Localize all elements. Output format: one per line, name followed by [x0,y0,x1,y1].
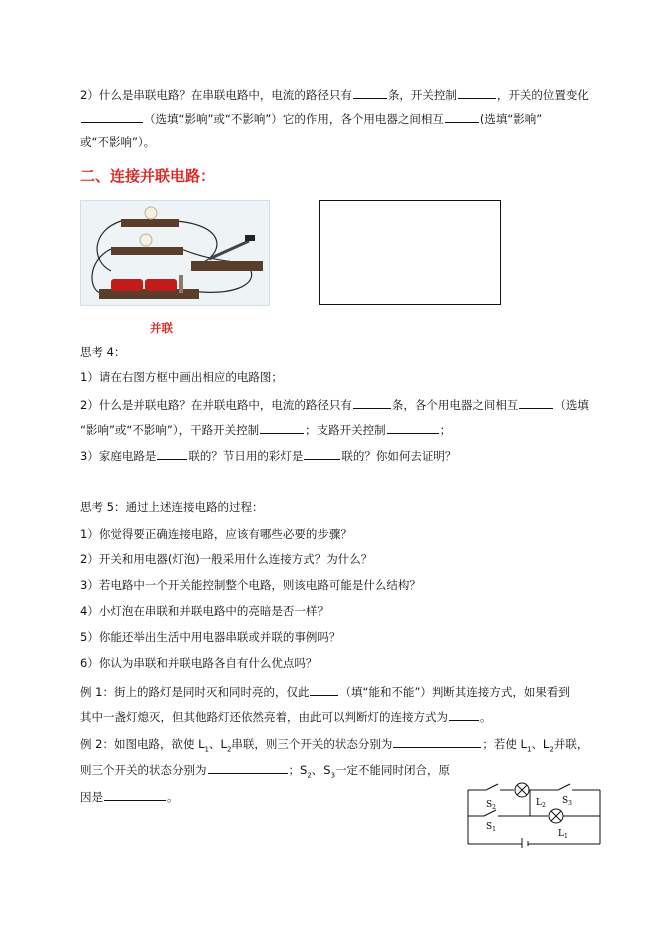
think5-item-3: 3）若电路中一个开关能控制整个电路，则该电路可能是什么结构？ [80,578,421,592]
blank[interactable] [304,447,340,460]
text: （选填“影响”或“不影响”）它的作用，各个用电器之间相互 [144,112,444,126]
think5-item-1: 1）你觉得要正确连接电路，应该有哪些必要的步骤？ [80,527,352,541]
label-s3: $S_3$ [562,796,572,807]
parallel-circuit-photo [80,200,270,306]
blank[interactable] [104,788,166,801]
example2-line1 [80,735,588,757]
label-s2: $S_2$ [486,800,496,811]
text: 、L [209,737,227,751]
text: ；支路开关控制 [305,423,386,437]
text: 联的？节日用的彩灯是 [188,449,304,463]
example2-line2 [80,761,450,783]
q2-line3: 或“不影响”）。 [80,135,156,149]
think5-item-6: 6）你认为串联和并联电路各自有什么优点吗？ [80,656,318,670]
text: 例 1：街上的路灯是同时灭和同时亮的，仅此 [80,685,310,699]
text: “影响”或“不影响”），干路开关控制 [80,423,260,437]
text: (选填“影响” [479,112,543,126]
example2-circuit-diagram [466,782,602,848]
blank[interactable] [157,447,187,460]
text: ，开关的位置变化 [496,88,589,102]
text: 条，开关控制 [387,88,457,102]
text: ；若使 L [482,737,527,751]
text: （选填 [554,398,589,412]
blank[interactable] [353,86,387,99]
example1-line1 [80,683,570,700]
text: 一定不能同时闭合，原 [335,763,451,777]
blank[interactable] [81,110,143,123]
drawing-answer-box[interactable] [319,200,501,305]
think4-title: 思考 4： [80,345,126,359]
subscript: 1 [204,745,210,754]
text: 2）什么是串联电路？在串联电路中，电流的路径只有 [80,88,352,102]
think5-item-2: 2）开关和用电器(灯泡)一般采用什么连接方式？为什么？ [80,552,373,566]
text: 条，各个用电器之间相互 [391,398,519,412]
text: 因是 [80,790,103,804]
subscript: 1 [526,745,532,754]
think4-line1: 1）请在右图方框中画出相应的电路图； [80,370,283,384]
blank[interactable] [387,421,439,434]
think5-title: 思考 5：通过上述连接电路的过程： [80,500,264,514]
text: 、L [531,737,550,751]
example1-line2 [80,708,492,725]
think4-line4 [80,447,456,464]
text: 例 2：如图电路，欲使 L [80,737,205,751]
circuit-photo-drawing [81,201,269,305]
blank[interactable] [310,683,338,696]
blank[interactable] [353,396,391,409]
text: ； [439,423,452,437]
text: 联的？你如何去证明？ [341,449,457,463]
text: 2）什么是并联电路？在并联电路中，电流的路径只有 [80,398,352,412]
label-l2: $L_2$ [536,798,546,809]
text: （填“能和不能”）判断其连接方式，如果看到 [339,685,570,699]
text: 。 [480,710,492,724]
text: 并联， [553,737,589,751]
figure-caption: 并联 [150,321,173,335]
subscript: 2 [226,745,232,754]
blank[interactable] [260,421,304,434]
section-heading: 二、连接并联电路： [80,167,216,185]
subscript: 2 [549,745,554,754]
text: 。 [167,790,179,804]
q2-line1 [80,86,589,103]
text: 串联，则三个开关的状态分别为 [231,737,393,751]
blank[interactable] [458,86,496,99]
q2-line2 [80,110,542,127]
text: 3）家庭电路是 [80,449,157,463]
subscript: 2 [307,771,312,780]
label-l1: $L_1$ [558,829,568,840]
think4-line3 [80,421,451,438]
blank[interactable] [519,396,553,409]
subscript: 3 [330,771,336,780]
example2-line3 [80,788,179,805]
text: 、S [311,763,331,777]
text: 其中一盏灯熄灭，但其他路灯还依然亮着，由此可以判断灯的连接方式为 [80,710,448,724]
blank[interactable] [208,761,288,774]
think4-line2 [80,396,589,413]
text: ；S [288,763,308,777]
label-s1: $S_1$ [486,822,496,833]
blank[interactable] [393,735,481,748]
think5-item-4: 4）小灯泡在串联和并联电路中的亮暗是否一样？ [80,604,329,618]
text: 则三个开关的状态分别为 [80,763,207,777]
think5-item-5: 5）你能还举出生活中用电器串联或并联的事例吗？ [80,630,341,644]
blank[interactable] [445,110,479,123]
blank[interactable] [449,708,479,721]
